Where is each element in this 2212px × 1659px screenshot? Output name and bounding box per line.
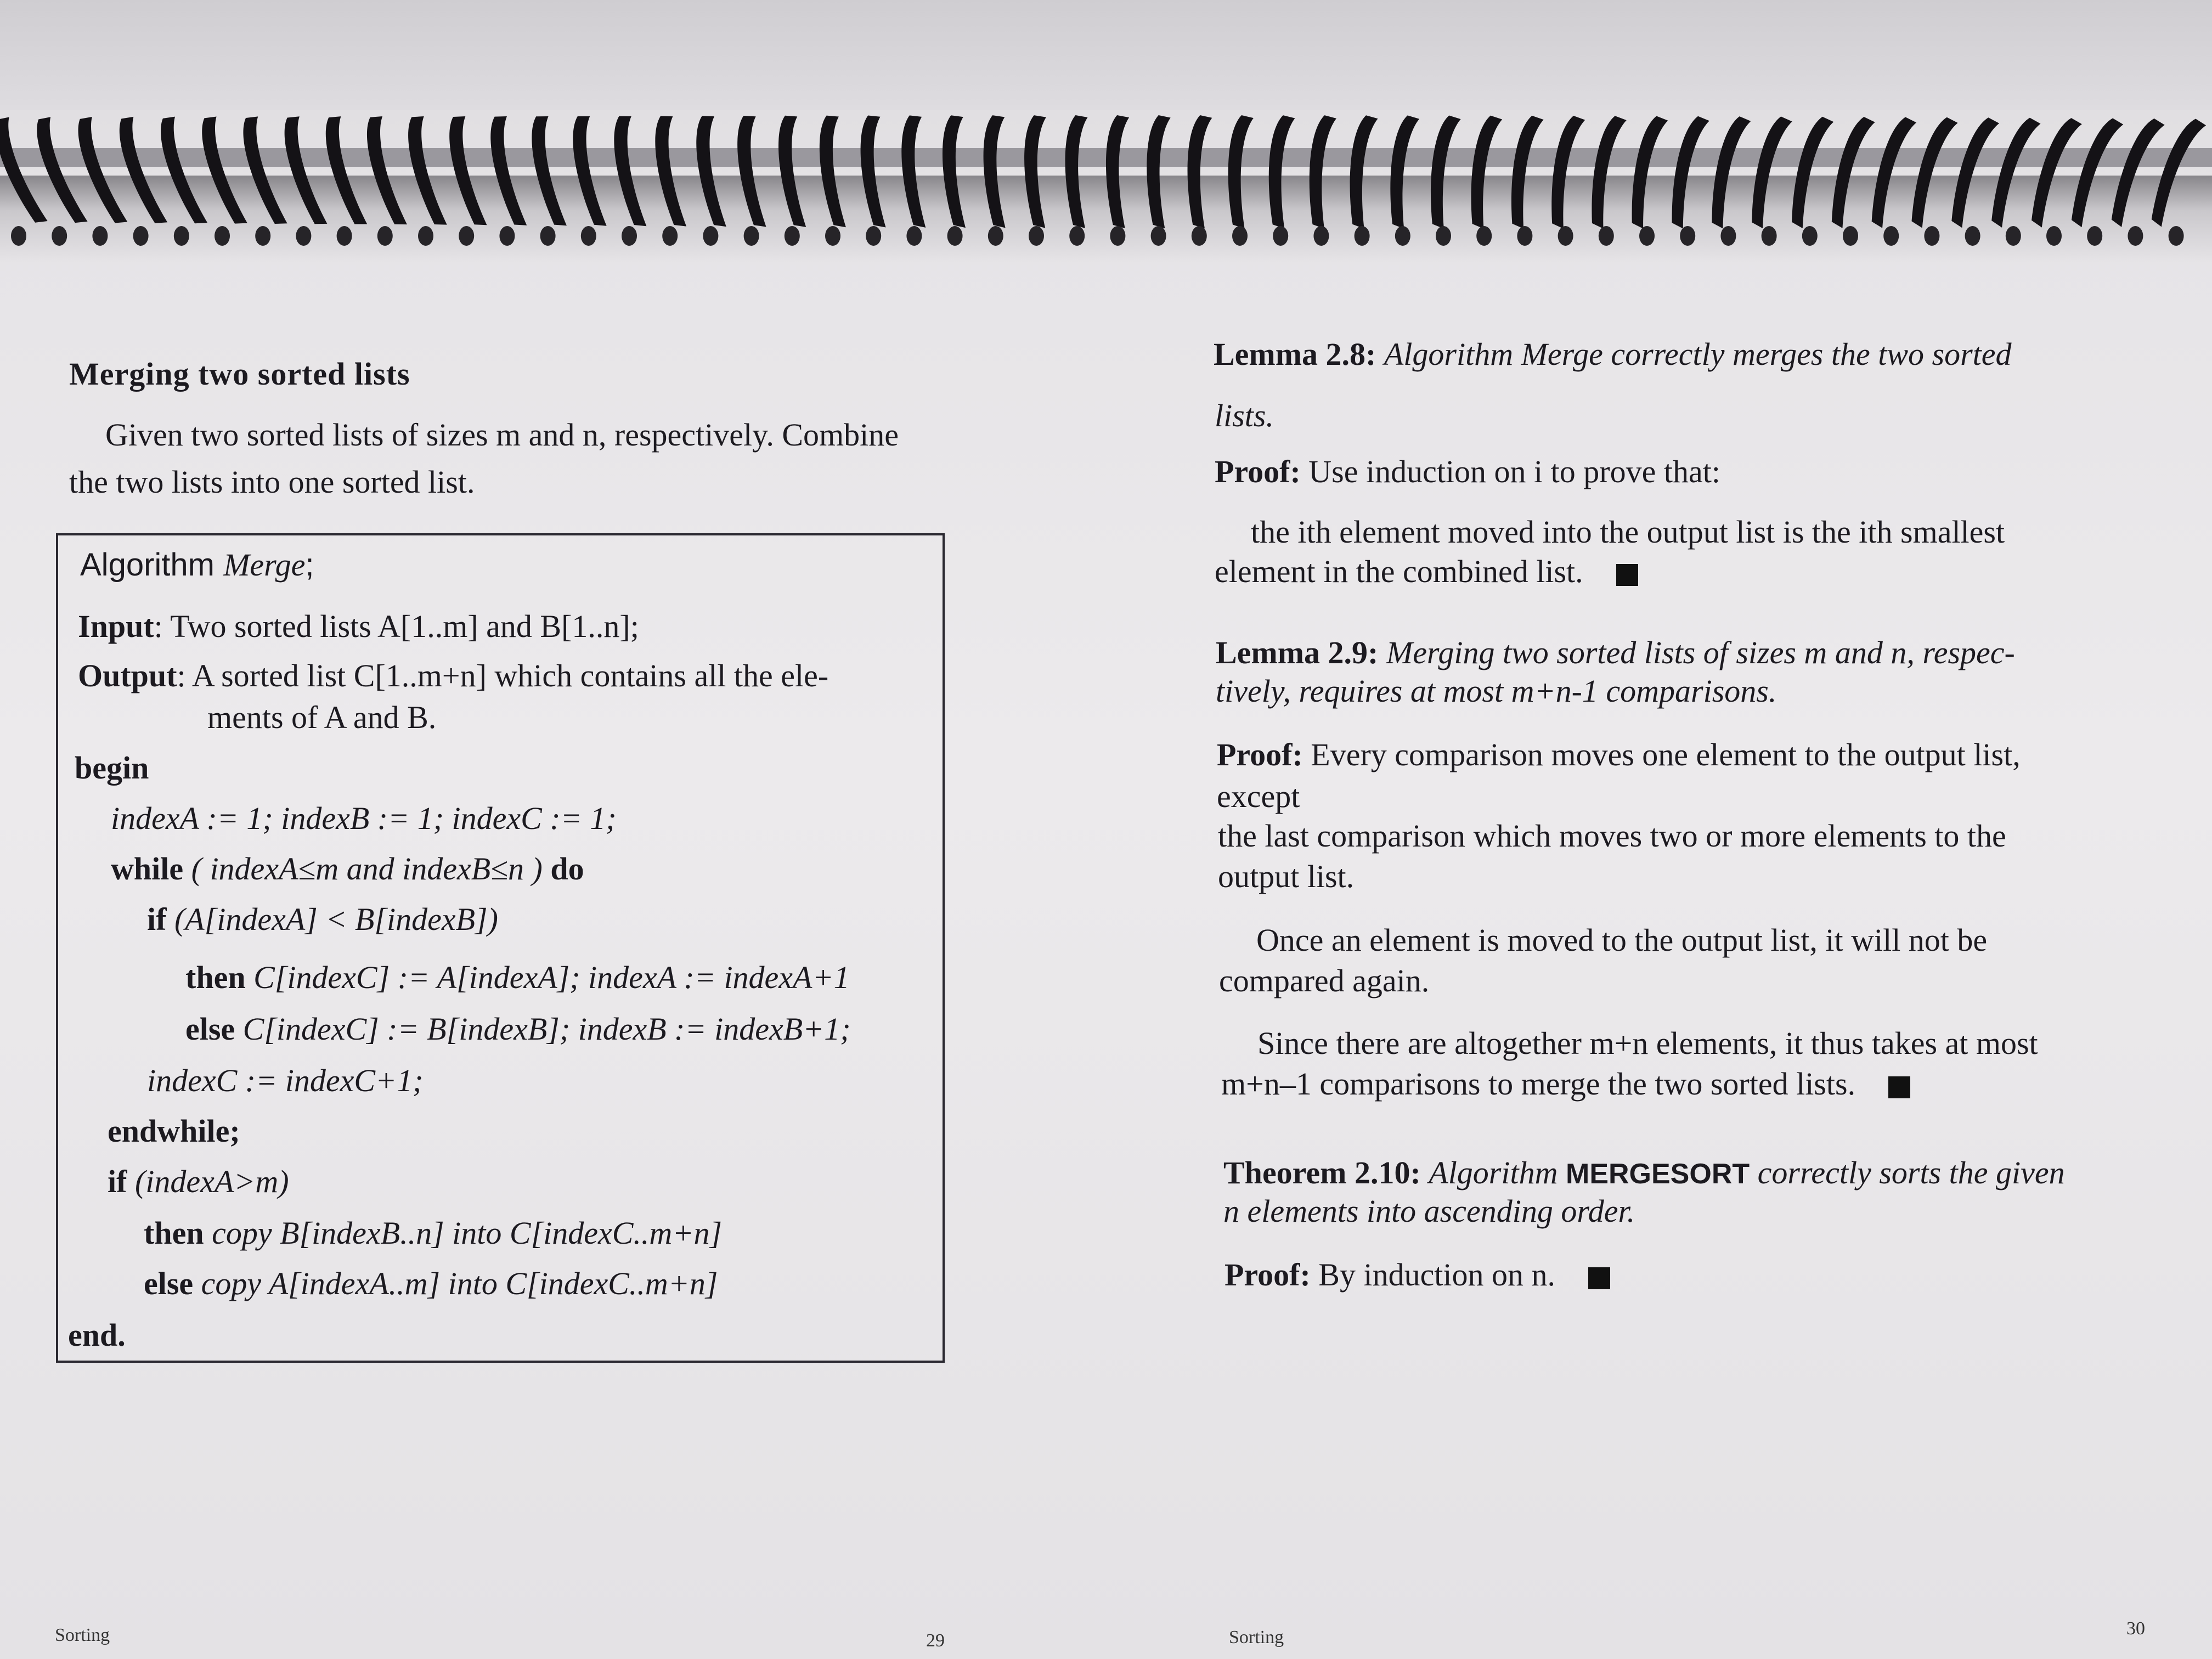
binding-hole [1802,226,1818,246]
binding-hole [499,226,515,246]
binding-coil [1544,114,1585,229]
lemma-2-9-label: Lemma 2.9: [1216,635,1379,670]
binding-hole [703,226,718,246]
right-page-number: 30 [2126,1618,2145,1639]
paragraph-2-line-2: compared again. [1219,963,1430,998]
binding-coil [194,115,251,229]
binding-hole [825,226,840,246]
intro-line-2: the two lists into one sorted list. [69,464,475,500]
binding-hole [377,226,393,246]
binding-hole [1558,226,1573,246]
lemma-2-8-label: Lemma 2.8: [1214,336,1376,372]
paragraph-2-line-1: Once an element is moved to the output list, it will not be [1256,922,1988,958]
binding-hole [1639,226,1655,246]
binding-hole [52,226,67,246]
proof-3 [1224,1256,1610,1293]
binding-coil [1464,114,1502,229]
increment-statement: indexC := indexC+1; [147,1063,424,1098]
intro-line-1: Given two sorted lists of sizes m and n, respectively. Combine [105,417,899,453]
paragraph-3-line-2: m+n–1 comparisons to merge the two sorted lists. [1221,1066,1856,1102]
while-line [111,850,584,887]
binding-hole [255,226,270,246]
binding-hole [1599,226,1614,246]
endwhile-keyword: endwhile; [108,1113,240,1149]
if2-condition: (indexA>m) [134,1164,289,1199]
proof-1-statement-2: element in the combined list. [1215,554,1583,589]
binding-coil [1504,114,1544,229]
binding-hole [11,226,26,246]
then-keyword: then [185,960,246,995]
spiral-coils [0,114,2207,246]
binding-hole [906,226,922,246]
else2-keyword: else [144,1266,194,1301]
paragraph-3-line-1: Since there are altogether m+n elements, it thus takes at most [1257,1025,2038,1061]
binding-coil [1784,114,1834,229]
binding-hole [1965,226,1980,246]
binding-coil [775,114,810,229]
else2-statement: copy A[indexA..m] into C[indexC..m+n] [201,1266,718,1301]
binding-coil [608,114,650,229]
binding-hole [1273,226,1288,246]
qed-square-icon [1616,564,1638,586]
else-keyword: else [185,1011,235,1047]
binding-hole [622,226,637,246]
binding-coil [940,115,969,229]
lemma-2-9-text: Merging two sorted lists of sizes m and n, respec- [1386,635,2015,670]
paragraph-3-line-2-row [1221,1065,1910,1102]
binding-coil [1345,114,1378,229]
binding-coil [733,114,770,229]
binding-coil [1864,114,1917,229]
if2-keyword: if [108,1164,127,1199]
binding-hole [2006,226,2021,246]
binding-hole [1476,226,1492,246]
binding-coil [1385,114,1420,229]
binding-hole [947,226,963,246]
binding-coil [857,115,889,229]
binding-coil [1584,114,1627,229]
proof-1-statement-2-line [1215,553,1638,590]
facing-page-edge [0,0,2212,110]
binding-coil [1704,114,1751,229]
if-line [147,901,498,938]
else2-line [144,1265,718,1302]
spiral-binding [0,99,2212,274]
binding-coil [1904,114,1959,229]
qed-square-icon [1888,1076,1910,1098]
lemma-2-9 [1216,634,2015,671]
binding-coil [1624,114,1668,229]
binding-hole [1843,226,1858,246]
then2-keyword: then [144,1215,204,1251]
proof-2-text-2: except [1217,778,1300,814]
theorem-text-a: Algorithm [1429,1155,1558,1190]
binding-coil [1824,114,1876,229]
binding-hole [418,226,433,246]
binding-hole [1395,226,1410,246]
output-label: Output [78,658,177,693]
binding-coil [1664,114,1710,229]
else-line [185,1011,851,1047]
lemma-2-9-text-2: tively, requires at most m+n-1 comparisons. [1216,673,1777,709]
binding-coil [235,115,290,229]
binding-coil [1265,115,1295,229]
output-text-1: : A sorted list C[1..m+n] which contains all the ele- [177,658,829,693]
binding-hole [662,226,678,246]
binding-hole [459,226,474,246]
binding-coil [1944,114,2000,229]
binding-hole [1680,226,1695,246]
binding-hole [133,226,149,246]
proof-1-text: Use induction on i to prove that: [1308,454,1720,489]
binding-coil [1744,114,1793,229]
binding-hole [1151,226,1166,246]
binding-hole [2128,226,2143,246]
binding-coil [899,115,929,229]
binding-hole [2087,226,2102,246]
binding-coil [982,115,1009,228]
left-footer-label: Sorting [55,1625,110,1645]
binding-coil [650,114,690,229]
proof-3-text: By induction on n. [1318,1257,1556,1293]
binding-hole [866,226,881,246]
theorem-2-10 [1223,1154,2065,1191]
theorem-2-10-label: Theorem 2.10: [1223,1155,1421,1190]
output-text-2: ments of A and B. [207,699,437,735]
else-statement: C[indexC] := B[indexB]; indexB := indexB+1; [242,1011,851,1047]
binding-hole [215,226,230,246]
binding-coil [484,114,530,229]
algorithm-header-suffix: ; [305,547,314,583]
theorem-text-c: correctly sorts the given [1757,1155,2065,1190]
binding-coil [1305,115,1336,229]
while-condition: ( indexA≤m and indexB≤n ) [191,851,543,887]
binding-hole [174,226,189,246]
binding-hole [1762,226,1777,246]
if2-line [108,1163,289,1200]
binding-hole [1517,226,1532,246]
init-statement: indexA := 1; indexB := 1; indexC := 1; [111,800,617,836]
proof-2-label: Proof: [1217,737,1303,772]
binding-hole [988,226,1003,246]
binding-coil [1983,114,2041,228]
if-condition: (A[indexA] < B[indexB]) [174,901,498,937]
proof-1 [1215,453,1720,490]
binding-hole [1355,226,1370,246]
lemma-2-8-text: Algorithm Merge correctly merges the two sorted [1384,336,2012,372]
binding-hole [2169,226,2184,246]
left-page-number: 29 [926,1630,945,1651]
binding-hole [1313,226,1329,246]
algorithm-header [80,546,314,583]
binding-hole [1192,226,1207,246]
right-footer-label: Sorting [1229,1627,1284,1647]
begin-keyword: begin [75,750,149,786]
binding-coil [443,114,490,229]
while-keyword: while [111,851,184,887]
input-text: : Two sorted lists A[1..m] and B[1..n]; [154,608,639,644]
section-title: Merging two sorted lists [69,356,410,392]
binding-hole [1720,226,1736,246]
algorithm-name: Merge [223,547,306,583]
lemma-2-8-text-2: lists. [1215,398,1274,433]
binding-hole [785,226,800,246]
qed-square-icon [1588,1267,1610,1289]
then2-statement: copy B[indexB..n] into C[indexC..m+n] [212,1215,723,1251]
binding-hole [1110,226,1125,246]
binding-hole [2046,226,2062,246]
then2-line [144,1215,722,1251]
lemma-2-8 [1214,336,2012,373]
proof-1-statement-1: the ith element moved into the output list is the ith smallest [1251,514,2005,550]
algorithm-keyword: Algorithm [80,547,215,583]
end-keyword: end. [68,1317,126,1353]
then-line [185,959,850,996]
intro-paragraph [69,411,947,506]
binding-coil [1225,115,1254,229]
proof-2-text-3: the last comparison which moves two or more elements to the [1218,818,2006,854]
binding-hole [540,226,556,246]
binding-hole [1232,226,1248,246]
binding-coil [318,114,370,229]
binding-coil [1023,115,1048,229]
binding-coil [360,114,410,229]
proof-1-label: Proof: [1215,454,1301,489]
if-keyword: if [147,901,167,937]
then-statement: C[indexC] := A[indexA]; indexA := indexA+1 [253,960,850,995]
binding-coil [526,114,570,229]
binding-hole [296,226,311,246]
binding-coil [1185,115,1212,228]
binding-coil [277,114,330,229]
binding-hole [92,226,108,246]
theorem-text-2: n elements into ascending order. [1223,1193,1635,1229]
input-label: Input [78,608,154,644]
binding-coil [1146,115,1171,229]
proof-2-text-4: output list. [1218,859,1355,894]
input-line [78,608,639,645]
binding-coil [1105,115,1129,228]
binding-hole [744,226,759,246]
binding-coil [816,115,849,229]
binding-hole [581,226,596,246]
binding-hole [337,226,352,246]
theorem-algorithm-name: MERGESORT [1566,1158,1750,1190]
binding-coil [401,114,450,229]
proof-2 [1217,736,2021,773]
binding-coil [567,114,610,229]
binding-hole [1883,226,1899,246]
binding-coil [691,114,729,229]
binding-hole [1924,226,1939,246]
output-line [78,657,828,694]
algorithm-box [56,533,945,1363]
binding-coil [1425,114,1462,229]
do-keyword: do [550,851,584,887]
binding-hole [1069,226,1085,246]
binding-hole [1029,226,1044,246]
proof-2-text-1: Every comparison moves one element to the output list, [1311,737,2021,772]
proof-3-label: Proof: [1224,1257,1311,1293]
binding-hole [1436,226,1451,246]
binding-coil [1065,115,1088,228]
binding-coil [153,115,210,229]
